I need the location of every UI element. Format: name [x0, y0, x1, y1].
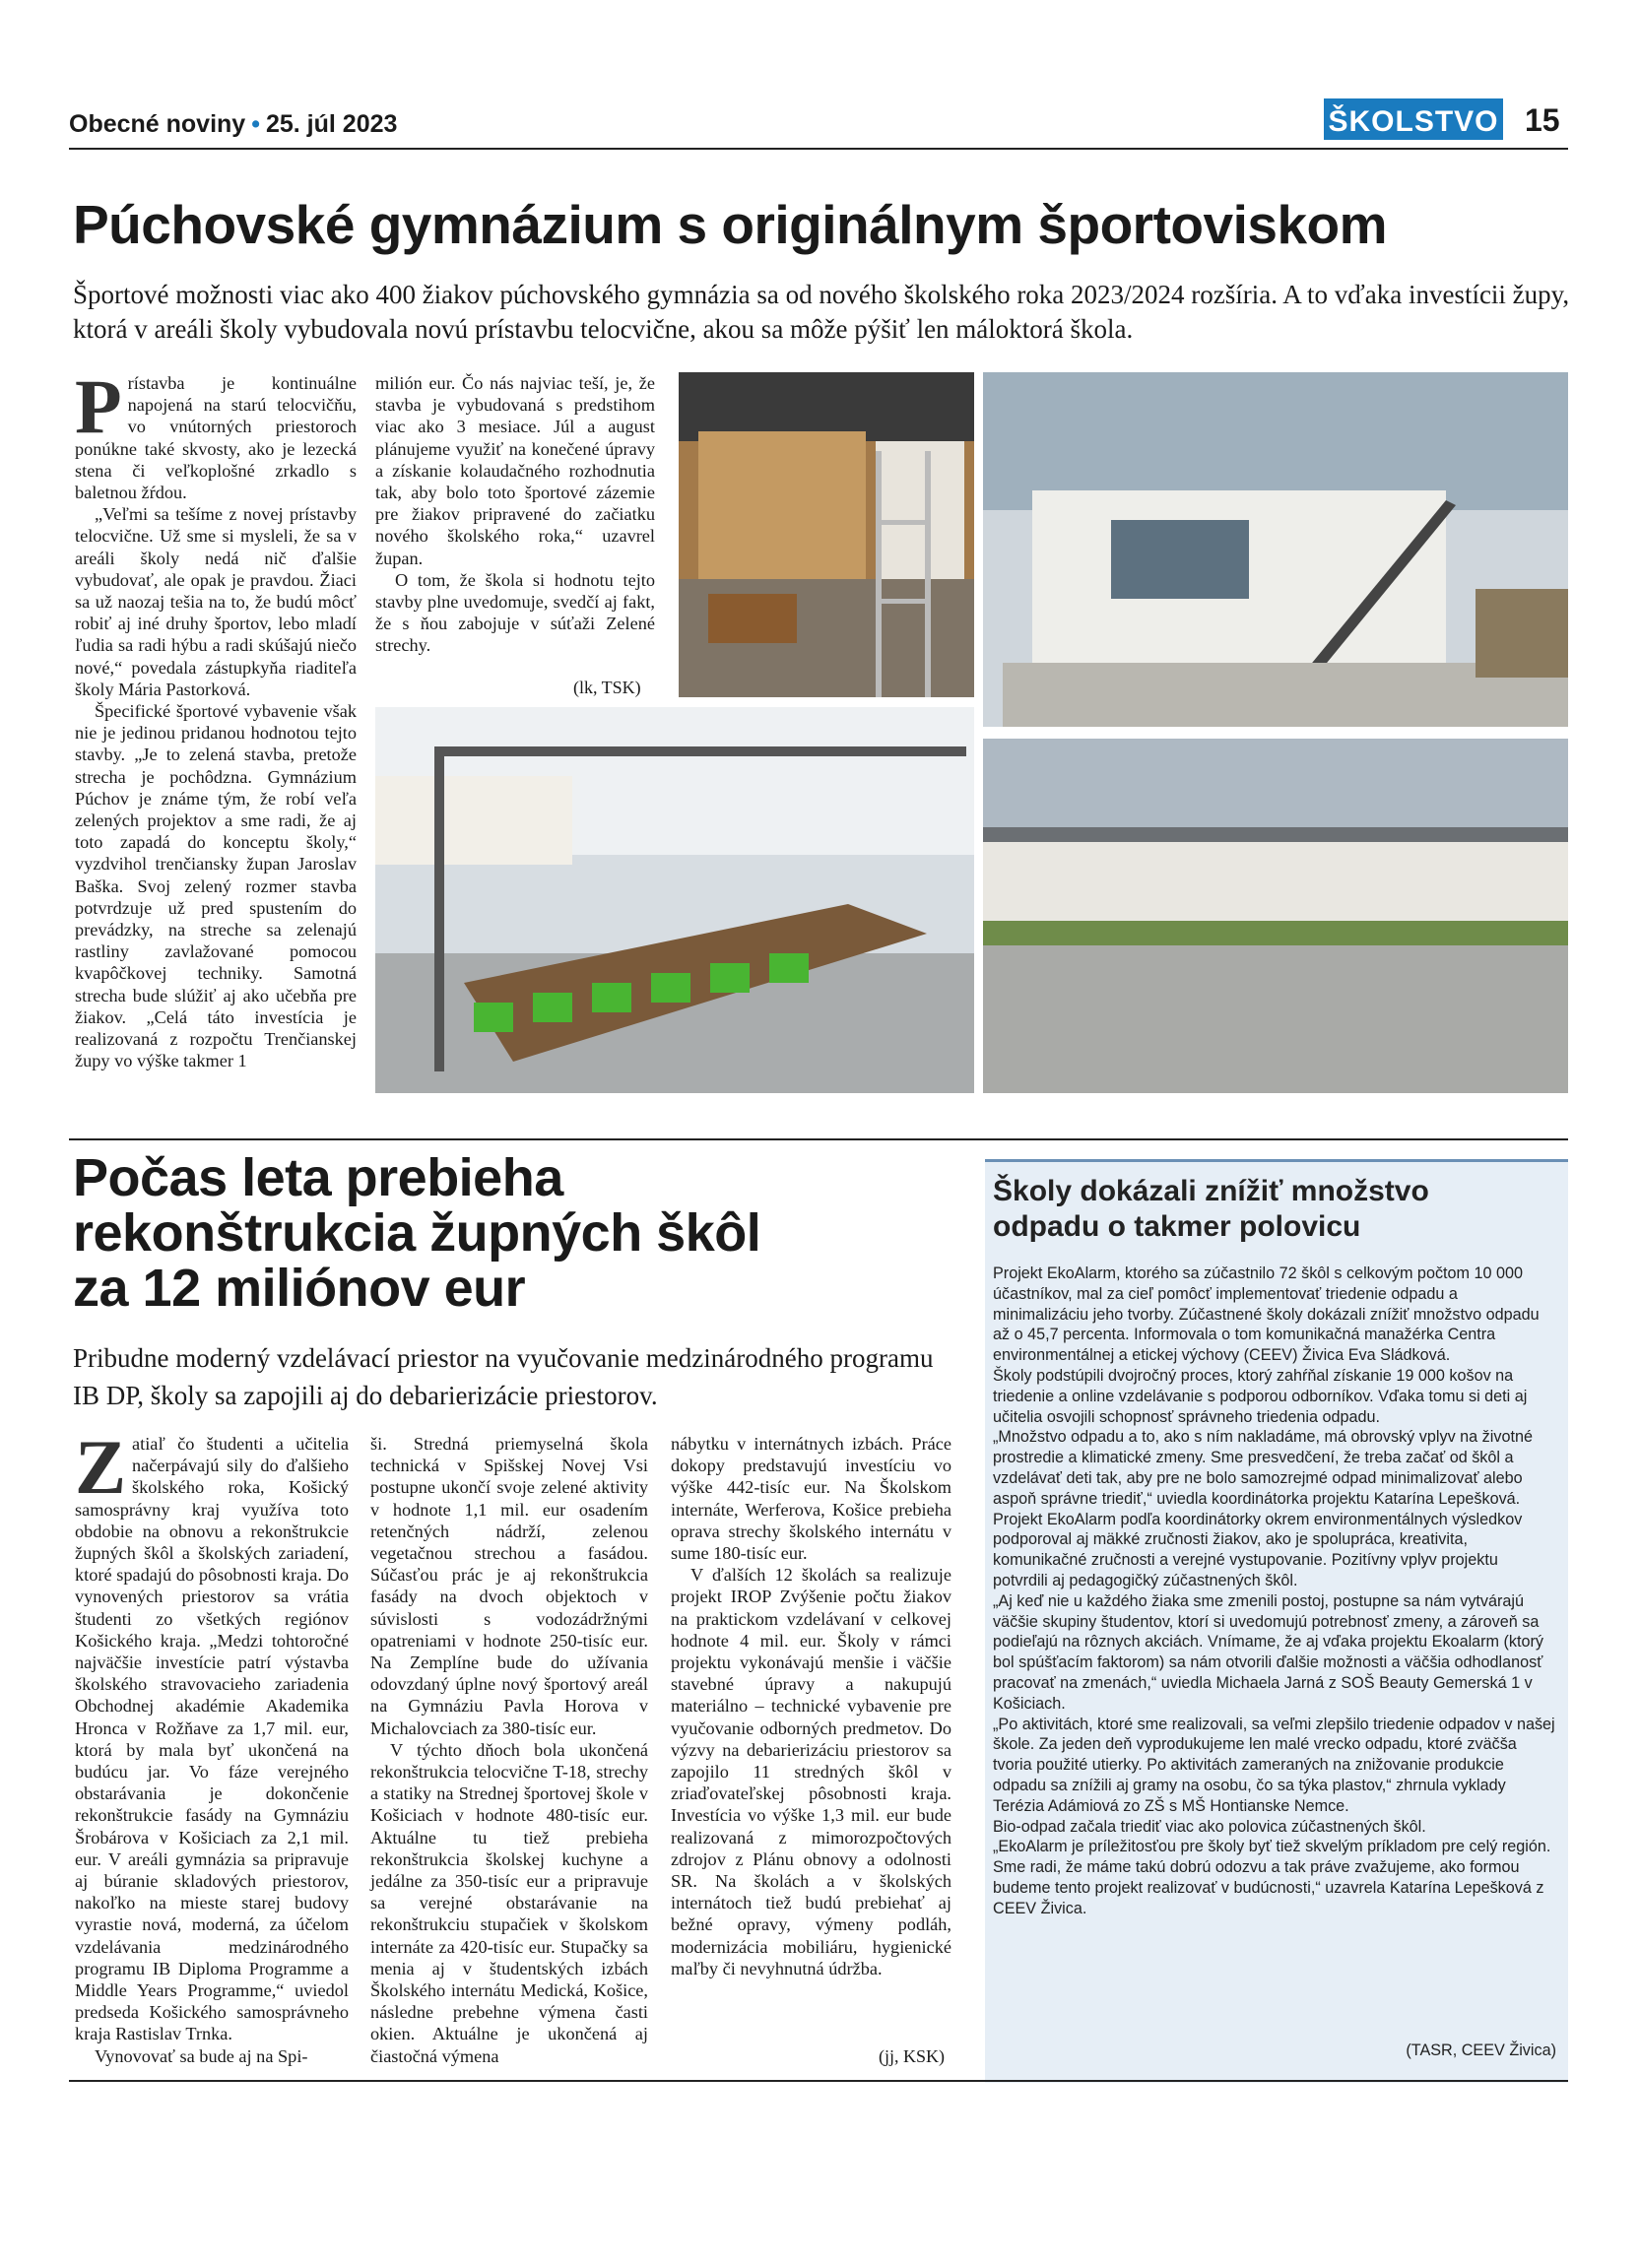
paragraph: „Po aktivitách, ktoré sme realizovali, sa veľmi zlepšilo triedenie odpadov v našej škole. Za jeden deň vyprodukujeme len malé vrecko odpadu, ktoré zväčša tvoria použité utierky. Po aktivitách zameraných na znižovanie produkcie odpadu sa znížili aj gramy na osobu, čo sa týka plastov,“ zhrnula vyklady Terézia Adámiová zo ZŠ s MŠ Hontianske Nemce.: [993, 1715, 1555, 1815]
paragraph: V týchto dňoch bola ukončená rekonštrukcia telocvične T-18, strechy a statiky na Strednej športovej škole v Košiciach v hodnote 480-tisíc eur. Aktuálne tu tiež prebieha rekonštrukcia školskej kuchyne a jedálne za 350-tisíc eur a pripravuje sa verejné obstarávanie na rekonštrukciu stupačiek v školskom internáte za 420-tisíc eur. Stupačky sa menia aj v študentských izbách Školského internátu Medická, Košice, následne prebehne výmena časti okien. Aktuálne je ukončená aj čiastočná výmena: [370, 1739, 648, 2066]
article1-column-1: [75, 363, 357, 1072]
article2-credit: (jj, KSK): [879, 2046, 945, 2066]
article1-column-2: [375, 372, 655, 657]
dropcap: P: [75, 363, 122, 449]
article1-credit: (lk, TSK): [573, 678, 641, 697]
photo-building-exterior: [983, 372, 1568, 727]
section-tag: [1324, 98, 1503, 140]
section-divider: [69, 1138, 1568, 1140]
publication-name: Obecné noviny: [69, 110, 246, 138]
title-line: za 12 miliónov eur: [73, 1259, 526, 1318]
paragraph: Projekt EkoAlarm, ktorého sa zúčastnilo 72 škôl s celkovým počtom 10 000 účastníkov, mal za cieľ pomôcť implementovať triedenie odpadu a minimalizáciu jeho tvorby. Zúčastnené školy dokázali znížiť množstvo odpadu až o 45,7 percenta. Informovala o tom komunikačná manažérka Centra environmentálnej a etickej výchovy (CEEV) Živica Eva Sládková.: [993, 1264, 1540, 1365]
paragraph: Vynovovať sa bude aj na Spi-: [95, 2045, 308, 2066]
article2-column-3: [671, 1433, 951, 1979]
paragraph: O tom, že škola si hodnotu tejto stavby plne uvedomuje, svedčí aj fakt, že s ňou zabojuje v súťaži Zelené strechy.: [375, 569, 655, 656]
article2-title: [73, 1150, 940, 1316]
paragraph: Špecifické športové vybavenie však nie je jedinou pridanou hodnotou tejto stavby. „Je to zelená stavba, pretože strecha je pochôdzna. Gymnázium Púchov je známe tým, že robí veľa zelených projektov a sme radi, že aj toto zapadá do konceptu školy,“ vyzdvihol trenčiansky župan Jaroslav Baška. Svoj zelený rozmer stavba potvrdzuje už pred spustením do prevádzky, na streche sa zelenajú rastliny zavlažované pomocou kvapôčkovej techniky. Samotná strecha bude slúžiť aj ako učebňa pre žiakov. „Celá táto investícia je realizovaná z rozpočtu Trenčianskej župy vo výške takmer 1: [75, 701, 357, 1071]
paragraph: Školy podstúpili dvojročný proces, ktorý zahŕňal získanie 19 000 košov na triedenie a online vzdelávanie s podporou odborníkov. Vďaka tomu si deti aj učitelia osvojili schopnosť správneho triedenia odpadu.: [993, 1366, 1528, 1426]
paragraph: „Veľmi sa tešíme z novej prístavby telocvične. Už sme si mysleli, že sa v areáli školy nedá nič ďalšie vybudovať, ale opak je pravdou. Žiaci sa už naozaj tešia na to, že budú môcť robiť aj iné druhy športov, lebo mladí ľudia sa radi hýbu a radi skúšajú niečo nové,“ povedala zástupkyňa riaditeľa školy Mária Pastorková.: [75, 504, 357, 699]
header-rule: [69, 148, 1568, 150]
paragraph: nábytku v internátnych izbách. Práce dokopy predstavujú investíciu vo výške 442-tisíc eur. Na Školskom internáte, Werferova, Košice prebieha oprava strechy školského internátu v sume 180-tisíc eur.: [671, 1434, 951, 1564]
paragraph: rístavba je kontinuálne napojená na starú telocvičňu, vo vnútorných priestoroch ponúkne také skvosty, ako je lezecká stena či veľkoplošné zrkadlo s baletnou žŕdou.: [75, 373, 357, 503]
paragraph: ši. Stredná priemyselná škola technická v Spišskej Novej Vsi postupne ukončí svoje zelené aktivity v hodnote 1,1 mil. eur osadením retenčných nádrží, zelenou vegetačnou strechou a fasádou. Súčasťou prác je aj rekonštrukcia fasády na dvoch objektoch v súvislosti s vodozádržnými opatreniami v hodnote 250-tisíc eur. Na Zemplíne bude do užívania odovzdaný úplne nový športový areál na Gymnáziu Pavla Horova v Michalovciach za 380-tisíc eur.: [370, 1434, 648, 1738]
footer-rule: [69, 2080, 1568, 2082]
paragraph: „Aj keď nie u každého žiaka sme zmenili postoj, postupne sa nám vytvárajú väčšie skupiny študentov, ktorí si uvedomujú potrebnosť zmeny, a zároveň sa podieľajú na rôznych akciách. Vnímame, že aj vďaka projektu Ekoalarm (ktorý bol spúšťacím faktorom) sa nám otvorili ďalšie možnosti a väčšia odhodlanosť pracovať na zmenách,“ uviedla Michaela Jarná z SOŠ Beauty Gemerská 1 v Košiciach.: [993, 1591, 1544, 1713]
dropcap: Z: [75, 1424, 127, 1510]
paragraph: V ďalších 12 školách sa realizuje projekt IROP Zvýšenie počtu žiakov na praktickom vzdelávaní v celkovej hodnote 4 mil. eur. Školy v rámci projektu vykonávajú menšie i väčšie stavebné úpravy a nakupujú materiálno – technické vybavenie pre vyučovanie odborných predmetov. Do výzvy na debarierizáciu priestorov sa zapojilo 11 stredných škôl v zriaďovateľskej pôsobnosti kraja. Investícia vo výške 1,3 mil. eur bude realizovaná z mimorozpočtových zdrojov z Plánu obnovy a odolnosti SR. Na školách a v školských internátoch tiež budú prebiehať aj bežné opravy, výmeny podláh, modernizácia mobiliáru, hygienické maľby či nevyhnutná údržba.: [671, 1565, 951, 1978]
article2-lead: Pribudne moderný vzdelávací priestor na vyučovanie medzinárodného programu IB DP, školy sa zapojili aj do debarierizácie priestorov.: [73, 1343, 934, 1410]
article2-column-1: [75, 1424, 349, 2067]
paragraph: Bio-odpad začala triediť viac ako polovica zúčastnených škôl.: [993, 1817, 1426, 1836]
title-line: odpadu o takmer polovicu: [993, 1210, 1361, 1243]
section-label: ŠKOLSTVO: [1327, 101, 1500, 137]
sidebar-title: [993, 1174, 1554, 1245]
article2-column-2: [370, 1433, 648, 2067]
title-line: Školy dokázali znížiť množstvo: [993, 1175, 1429, 1207]
article1-lead: Športové možnosti viac ako 400 žiakov púchovského gymnázia sa od nového školského roka 2023/2024 rozšíria. A to vďaka investícii župy, ktorá v areáli školy vybudovala novú prístavbu telocvične, akou sa môže pýšiť len máloktorá škola.: [73, 280, 1570, 344]
sidebar-body: [993, 1264, 1556, 1919]
paragraph: atiaľ čo študenti a učitelia načerpávajú sily do ďalšieho školského roka, Košický samosprávny kraj využíva toto obdobie na obnovu a rekonštrukcie župných škôl a školských zariadení, ktoré spadajú do pôsobnosti kraja. Do vynovených priestorov sa vrátia študenti zo všetkých regiónov Košického kraja. „Medzi tohtoročné najväčšie investície patrí výstavba školského stravovacieho zariadenia Obchodnej akadémie Akademika Hronca v Rožňave za 1,7 mil. eur, ktorá by mala byť ukončená na budúcu jar. Vo fáze verejného obstarávania je dokončenie rekonštrukcie fasády na Gymnáziu Šrobárova v Košiciach za 2,1 mil. eur. V areáli gymnázia sa pripravuje aj búranie skladových priestorov, nakoľko na mieste starej budovy vyrastie nová, moderná, za účelom vzdelávania medzinárodného programu IB Diploma Programme a Middle Years Programme,“ uviedol predseda Košického samosprávneho kraja Rastislav Trnka.: [75, 1434, 349, 2044]
article1-title: Púchovské gymnázium s originálnym športoviskom: [73, 194, 1388, 255]
paragraph: „EkoAlarm je príležitosťou pre školy byť tiež skvelým príkladom pre celý región. Sme radi, že máme takú dobrú odozvu a tak práve zvažujeme, ako formou budeme tento projekt realizovať v budúcnosti,“ uzavrela Katarína Lepešková z CEEV Živica.: [993, 1838, 1551, 1917]
title-line: rekonštrukcia župných škôl: [73, 1203, 761, 1263]
paragraph: milión eur. Čo nás najviac teší, je, že stavba je vybudovaná s predstihom viac ako 3 mesiace. Júl a august plánujeme využiť na konečené úpravy a získanie kolaudačného rozhodnutia tak, aby bolo toto športové zázemie pre žiakov pripravené do začiatku nového školského roka,“ uzavrel župan.: [375, 373, 655, 568]
sidebar-credit: (TASR, CEEV Živica): [1406, 2041, 1556, 2059]
issue-date: 25. júl 2023: [265, 110, 398, 138]
photo-rooftop-tables: [375, 707, 974, 1093]
title-line: Počas leta prebieha: [73, 1148, 563, 1207]
paragraph: „Množstvo odpadu a to, ako s ním nakladáme, má obrovský vplyv na životné prostredie a klimatické zmeny. Sme presvedčení, že treba začať od škôl a vzdelávať deti tak, aby pre ne bolo samozrejmé odpad minimalizovať alebo aspoň správne triediť,“ uviedla koordinátorka projektu Katarína Lepešková.: [993, 1428, 1533, 1508]
separator-dot: •: [251, 110, 260, 138]
photo-gym-interior: [679, 372, 974, 697]
page-number: 15: [1525, 102, 1560, 138]
paragraph: Projekt EkoAlarm podľa koordinátorky okrem environmentálnych výsledkov podporoval aj mäkké zručnosti žiakov, ako je spolupráca, kreativita, komunikačné zručnosti a verejné vystupovanie. Pozitívny vplyv projektu potvrdili aj pedagogičký zúčastnených škôl.: [993, 1510, 1523, 1589]
running-header: [69, 110, 397, 139]
photo-rooftop-terrace: [983, 739, 1568, 1093]
